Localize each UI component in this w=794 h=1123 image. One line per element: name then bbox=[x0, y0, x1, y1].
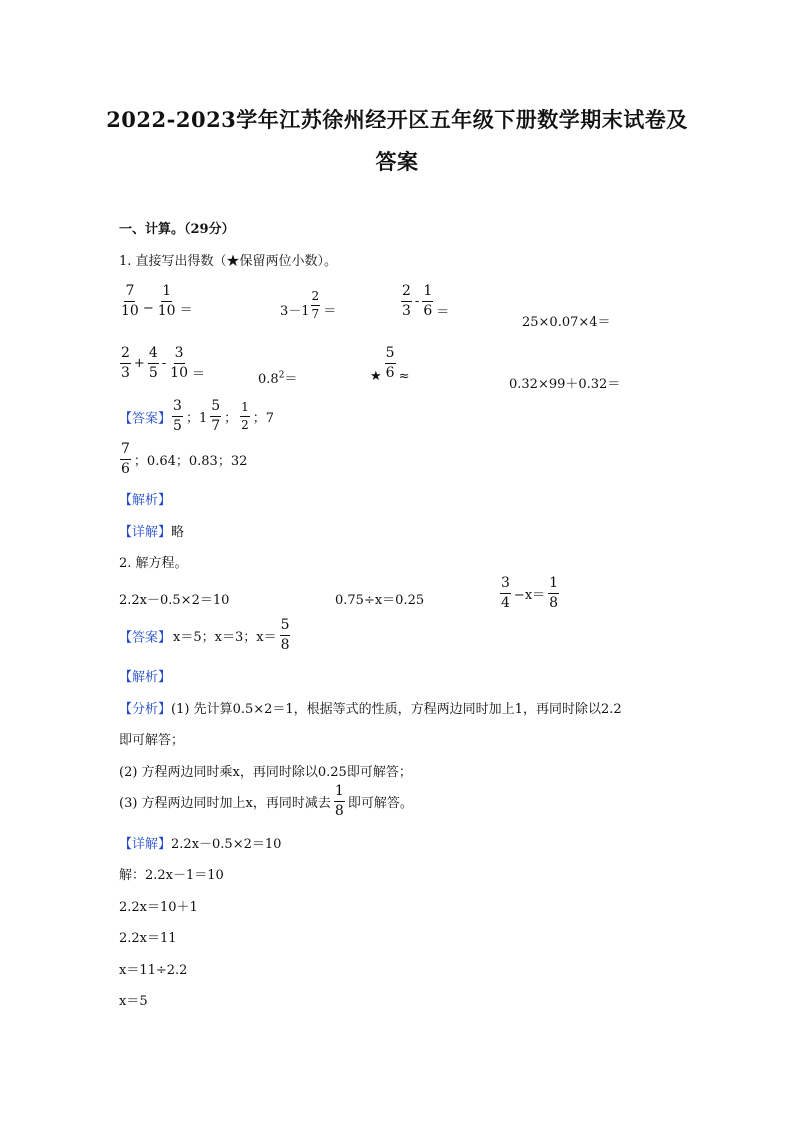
fraction: $\frac{2}{3}$ bbox=[121, 345, 130, 382]
q1-answer-line1: 【答案】 $\frac{3}{5}$ ；1 $\frac{5}{7}$ ； $\frac{1}{2}$ ；7 bbox=[119, 398, 275, 435]
question-2-stem: 2. 解方程。 bbox=[119, 556, 188, 571]
expr-2-4: 0.32×99＋0.32＝ bbox=[509, 377, 621, 392]
fraction: $\frac{7}{6}$ bbox=[121, 441, 130, 478]
expr-2-2: $0.8^2=$ bbox=[258, 370, 298, 387]
analysis-tag: 【解析】 bbox=[119, 493, 172, 508]
document-title-line1: 2022-2023学年江苏徐州经开区五年级下册数学期末试卷及 bbox=[106, 107, 688, 132]
detail-tag: 【详解】 bbox=[119, 837, 172, 852]
fraction: $\frac{1}{6}$ bbox=[423, 283, 433, 320]
fraction: $\frac{7}{10}$ bbox=[121, 283, 139, 320]
document-title-line2: 答案 bbox=[375, 149, 419, 174]
fraction: $\frac{4}{5}$ bbox=[148, 345, 158, 382]
solution-step: 2.2x＝11 bbox=[119, 931, 177, 946]
expr-1-2: $_{3-1}$ $\frac{2}{7}$ $_=$ bbox=[280, 289, 337, 322]
solution-step: x＝11÷2.2 bbox=[119, 963, 188, 978]
question-1-stem: 1. 直接写出得数（★保留两位小数）。 bbox=[119, 254, 338, 269]
fraction: $\frac{3}{4}$ bbox=[501, 575, 510, 612]
expr-1-4: 25×0.07×4＝ bbox=[522, 315, 611, 330]
analysis-label: 【分析】 bbox=[119, 702, 172, 717]
q2-analysis-p3: (3) 方程两边同时加上x，再同时减去 $\frac{1}{8}$ 即可解答。 bbox=[119, 783, 413, 820]
expr-2-1: $\frac{2}{3}$ + $\frac{4}{5}$ - $\frac{3}{10}$ $_=$ bbox=[121, 345, 205, 383]
q2-analysis-p1-cont: 即可解答； bbox=[119, 733, 185, 748]
fraction: $\frac{3}{10}$ bbox=[170, 345, 188, 382]
q2-analysis-p1: 【分析】(1) 先计算0.5×2＝1，根据等式的性质，方程两边同时加上1，再同时除以2.2 bbox=[119, 702, 622, 717]
section-heading: 一、计算。（29分） bbox=[119, 222, 235, 237]
expr-1-1: $\frac{7}{10}$ − $\frac{1}{10}$ ＝ bbox=[121, 283, 193, 320]
equation-2: 0.75÷x＝0.25 bbox=[335, 593, 425, 608]
fraction: $\frac{5}{7}$ bbox=[211, 398, 221, 435]
analysis-tag: 【解析】 bbox=[119, 670, 172, 685]
fraction: $\frac{1}{10}$ bbox=[157, 283, 176, 320]
expr-1-3: $\frac{2}{3}$ - $\frac{1}{6}$ $_=$ bbox=[402, 283, 450, 321]
solution-step: 解：2.2x－1＝10 bbox=[119, 868, 224, 883]
detail-tag: 【详解】 bbox=[119, 525, 172, 540]
answer-tag: 【答案】 bbox=[119, 630, 172, 646]
star-icon: ★ bbox=[370, 369, 382, 385]
fraction: $\frac{1}{2}$ bbox=[241, 400, 249, 433]
equation-1: 2.2x－0.5×2＝10 bbox=[119, 593, 230, 608]
equation-3: $\frac{3}{4}$ −x＝ $\frac{1}{8}$ bbox=[501, 575, 559, 612]
solution-step: x＝5 bbox=[119, 994, 148, 1009]
fraction: $\frac{1}{8}$ bbox=[334, 783, 344, 820]
solution-step: 2.2x＝10＋1 bbox=[119, 900, 198, 915]
expr-2-3: $_★$ $\frac{5}{6}$ $_\approx$ bbox=[370, 345, 410, 385]
fraction: $\frac{2}{3}$ bbox=[402, 283, 411, 320]
fraction: $\frac{1}{8}$ bbox=[549, 575, 559, 612]
q2-answer: 【答案】 x＝5；x＝3；x＝ $\frac{5}{8}$ bbox=[119, 617, 290, 654]
answer-tag: 【答案】 bbox=[119, 411, 172, 427]
q2-analysis-p2: (2) 方程两边同时乘x，再同时除以0.25即可解答； bbox=[119, 765, 412, 780]
q2-detail: 【详解】2.2x－0.5×2＝10 bbox=[119, 837, 282, 852]
q1-answer-line2: $\frac{7}{6}$ ；0.64；0.83；32 bbox=[121, 441, 248, 478]
fraction: $\frac{5}{6}$ bbox=[385, 345, 395, 382]
q1-detail: 【详解】略 bbox=[119, 525, 185, 540]
fraction: $\frac{3}{5}$ bbox=[173, 398, 182, 435]
fraction: $\frac{2}{7}$ bbox=[311, 289, 320, 322]
fraction: $\frac{5}{8}$ bbox=[280, 617, 290, 654]
